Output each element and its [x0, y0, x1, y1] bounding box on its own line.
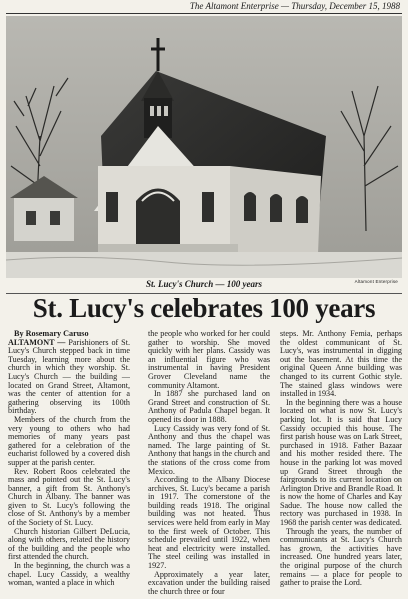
- masthead: [0, 0, 408, 14]
- photo-credit: Altamont Enterprise: [354, 279, 398, 284]
- paragraph: the people who worked for her could gather to worship. She moved quickly with her plans. Cassidy was an influential figure who was instrumental in having President Grover Cleveland name the community Altamont.: [148, 330, 270, 390]
- byline: By Rosemary Caruso: [14, 330, 89, 338]
- article-headline: St. Lucy's celebrates 100 years: [32, 293, 376, 323]
- paragraph: Members of the church from the very young to others who had memories of many years past gathered for a celebration of the eucharist followed by a covered dish supper at the parish center.: [8, 414, 130, 467]
- paragraph: Lucy Cassidy was very fond of St. Anthony and thus the chapel was named. The large painting of St. Anthony that hangs in the church and the stations of the cross come from Mexico.: [148, 423, 270, 476]
- paragraph: [8, 339, 130, 416]
- paragraph: In the beginning, the church was a chapel. Lucy Cassidy, a wealthy woman, wanted a place in which: [8, 561, 130, 588]
- paragraph: Rev. Robert Roos celebrated the mass and pointed out the St. Lucy's banner, a gift from St. Anthony's Church in Albany. The banner was given to St. Lucy's following the close of St. Anthony's by a member of the Society of St. Lucy.: [8, 466, 130, 528]
- paragraph: Church historian Gilbert DeLucia, along with others, related the history of the building and the people who first attended the church.: [8, 526, 130, 562]
- paragraph: steps. Mr. Anthony Femia, perhaps the oldest communicant of St. Lucy's, was instrumental in digging out the basement. At this time the original Queen Anne building was changed to its current Gothic style. The stained glass windows were installed in 1934.: [280, 330, 402, 399]
- article-column-1: [8, 330, 130, 598]
- paragraph: In the beginning there was a house located on what is now St. Lucy's parking lot. It is said that Lucy Cassidy occupied this house. The first parish house was on Lark Street, purchased in 1918. Father Bazaar and his mother resided there. The house in the parking lot was moved up Grand Street through the fairgrounds to its current location on Arlington Drive and Brandle Road. It is now the home of Charles and Kay Sadue. The house now called the rectory was purchased in 1938. In 1968 the parish center was dedicated.: [280, 397, 402, 528]
- masthead-text: The Altamont Enterprise — Thursday, December 15, 1988: [189, 1, 400, 11]
- photo-caption: St. Lucy's Church — 100 years: [145, 279, 262, 289]
- dateline: ALTAMONT —: [8, 337, 66, 347]
- church-photo: [6, 16, 402, 278]
- paragraph: In 1887 she purchased land on Grand Street and construction of St. Anthony of Padula Chapel began. It opened its door in 1888.: [148, 389, 270, 424]
- paragraph: Approximately a year later, excavation under the building raised the church three or four: [148, 569, 270, 596]
- paragraph: According to the Albany Diocese archives, St. Lucy's became a parish in 1917. The cornerstone of the building reads 1918. The original building was not heated. Thus services were held from early in May to the first week of October. This schedule prevailed until 1922, when heat and electricity were installed. The steel ceiling was installed in 1927.: [148, 475, 270, 571]
- masthead-rule: [6, 13, 402, 14]
- paragraph-text: Parishioners of St. Lucy's Church stepped back in time Tuesday, learning more about the church in which they worship. St. Lucy's Church — the building — located on Grand Street, Altamont, was the center of attention for a gathering observing its 100th birthday.: [8, 337, 130, 416]
- paragraph: Through the years, the number of communicants at St. Lucy's Church has grown, the activities have increased. One hundred years later, the original purpose of the church remains — a place for people to gather to praise the Lord.: [280, 526, 402, 588]
- church-illustration: [6, 16, 402, 278]
- article-column-2: [148, 330, 270, 598]
- article-column-3: [280, 330, 402, 598]
